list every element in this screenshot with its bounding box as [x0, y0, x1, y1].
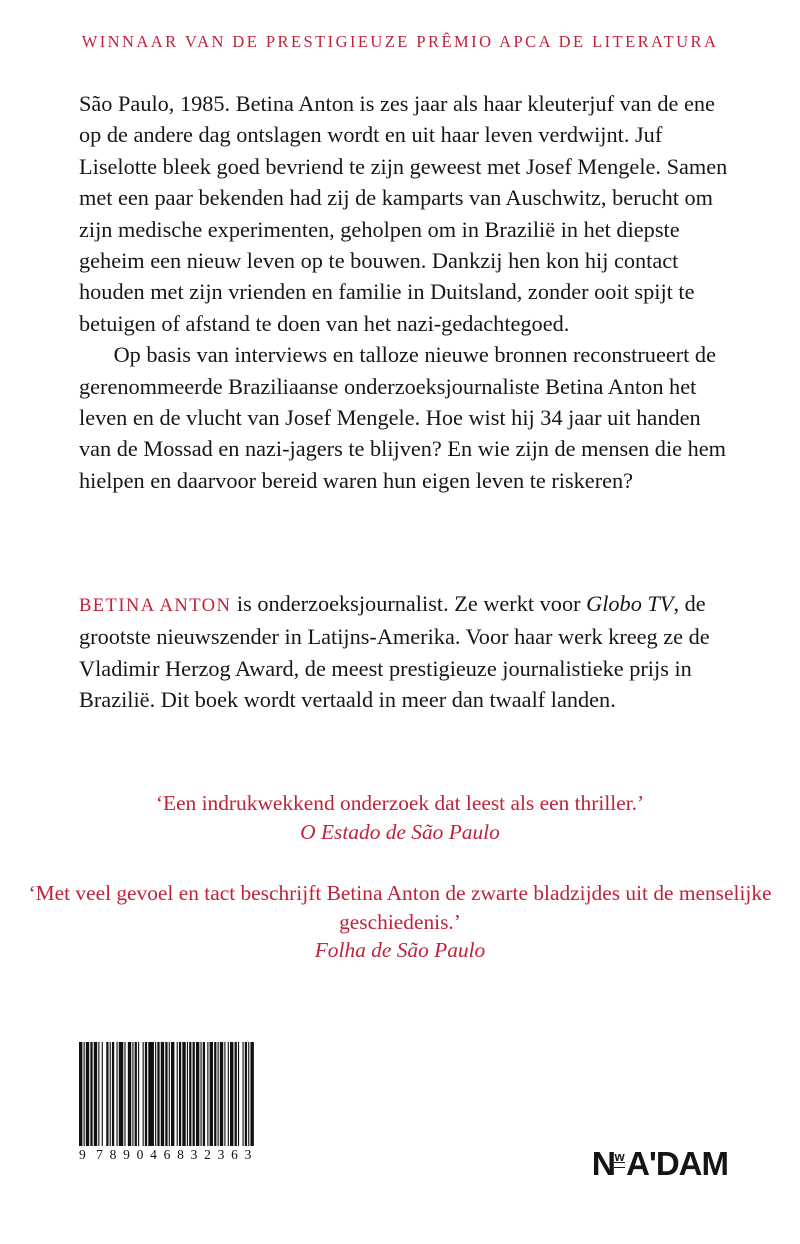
award-strapline: WINNAAR VAN DE PRESTIGIEUZE PRÊMIO APCA DE LITERATURA	[81, 32, 719, 51]
isbn-barcode	[79, 1042, 255, 1163]
publisher-logo-n: N	[591, 1144, 615, 1182]
bio-italic-work: Globo TV	[586, 591, 674, 616]
publisher-logo-adam: A'DAM	[626, 1144, 728, 1182]
blurb-paragraph-2: Op basis van interviews en talloze nieuwe bronnen reconstrueert de gerenommeerde Braziliaanse onderzoeksjournaliste Betina Anton het leven en de vlucht van Josef Mengele. Hoe wist hij 34 jaar uit handen van de Mossad en nazi-jagers te blijven? En wie zijn de mensen die hem hielpen en daarvoor bereid waren hun eigen leven te riskeren?	[79, 342, 727, 493]
barcode-left-group: 7 8 9 0 4 6	[96, 1147, 171, 1162]
publisher-logo	[592, 1143, 728, 1183]
author-bio	[79, 588, 739, 716]
blurb-paragraph-1: São Paulo, 1985. Betina Anton is zes jaar als haar kleuterjuf van de ene op de andere dag ontslagen wordt en uit haar leven verdwijnt. Juf Liselotte bleek goed bevriend te zijn geweest met Josef Mengele. Samen met een paar bekenden had zij de kamparts van Auschwitz, berucht om zijn medische experimenten, geholpen om in Brazilië in het diepste geheim een nieuw leven op te bouwen. Dankzij hen kon hij contact houden met zijn vrienden en familie in Duitsland, zonder ooit spijt te betuigen of afstand te doen van het nazi-gedachtegoed.	[79, 91, 728, 336]
publisher-logo-mark	[591, 1144, 728, 1182]
review-quotes	[0, 789, 800, 965]
bio-text-part-2: , de grootste nieuwszender in Latijns-Amerika. Voor haar werk kreeg ze de Vladimir Herzog Award, de meest prestigieuze journalistieke prijs in Brazilië. Dit boek wordt vertaald in meer dan twaalf landen.	[79, 591, 710, 713]
review-quote-2-source: Folha de São Paulo	[314, 938, 486, 962]
barcode-lead-digit: 9	[79, 1147, 87, 1162]
review-quote-1-source: O Estado de São Paulo	[300, 819, 500, 844]
bio-text-part-1: is onderzoeksjournalist. Ze werkt voor	[231, 591, 587, 616]
barcode-bars	[79, 1042, 255, 1146]
review-quote-2-text: ‘Met veel gevoel en tact beschrijft Betina Anton de zwarte bladzijdes uit de menselijke geschiedenis.’	[28, 881, 772, 934]
author-name: BETINA ANTON	[79, 595, 232, 616]
review-quote-1-text: ‘Een indrukwekkend onderzoek dat leest als een thriller.’	[155, 791, 645, 815]
publisher-logo-superscript: w	[614, 1148, 625, 1164]
review-quote-1	[0, 789, 800, 846]
barcode-digits	[79, 1147, 255, 1163]
review-quote-2	[0, 879, 800, 965]
author-bio-paragraph	[79, 588, 739, 716]
blurb-text	[79, 88, 735, 496]
barcode-right-group: 8 3 2 3 6 3	[177, 1147, 252, 1162]
